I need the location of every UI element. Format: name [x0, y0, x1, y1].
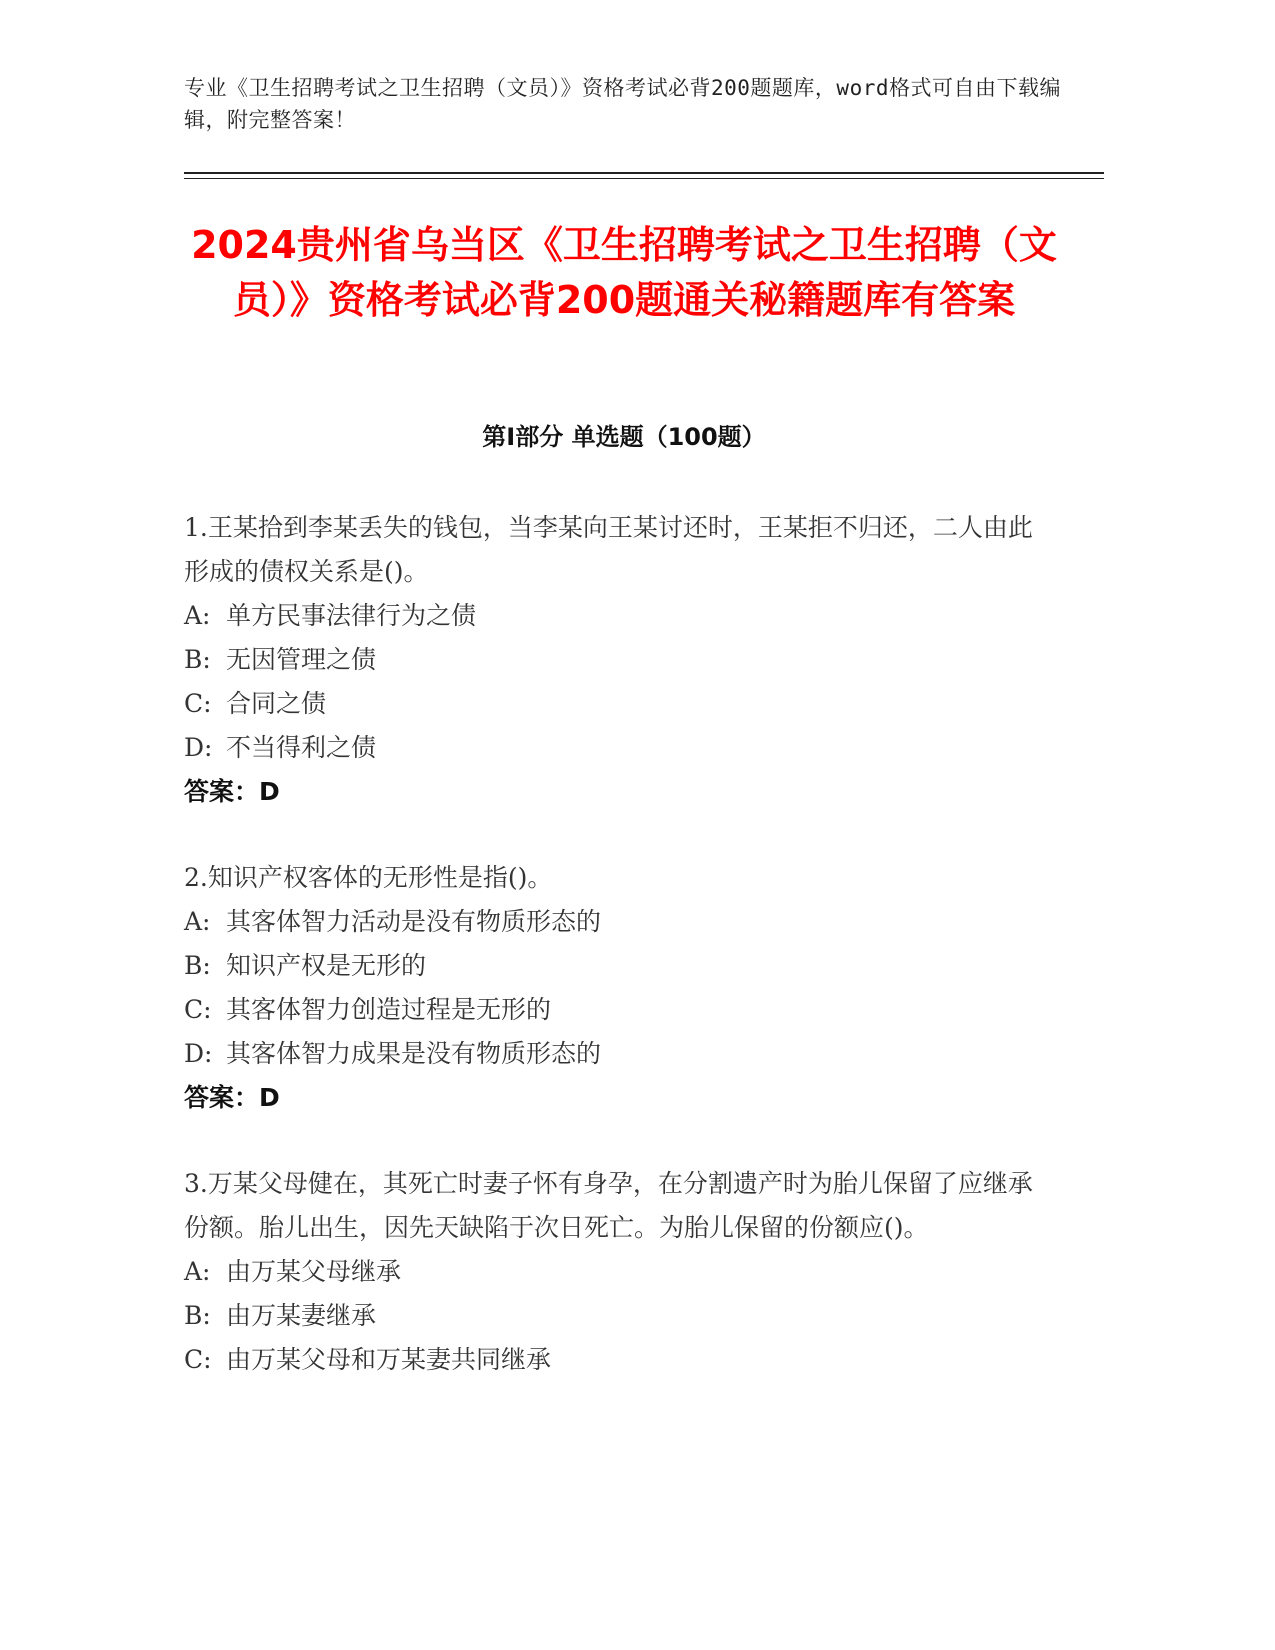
document-title: 2024贵州省乌当区《卫生招聘考试之卫生招聘（文员）》资格考试必背200题通关秘籍题库有答案 — [191, 223, 1057, 322]
option-letter: A: — [184, 601, 211, 630]
question-stem: 3.万某父母健在，其死亡时妻子怀有身孕，在分割遗产时为胎儿保留了应继承份额。胎儿出生，因先天缺陷于次日死亡。为胎儿保留的份额应()。 — [184, 1169, 1033, 1242]
option-letter: B: — [184, 645, 211, 674]
option-text: 无因管理之债 — [226, 645, 377, 674]
option-d — [184, 1032, 1044, 1076]
option-text: 由万某父母继承 — [226, 1257, 402, 1286]
option-text: 其客体智力创造过程是无形的 — [226, 995, 552, 1024]
question-stem: 2.知识产权客体的无形性是指()。 — [184, 863, 553, 892]
option-text: 合同之债 — [226, 689, 327, 718]
header-rule-thin — [184, 178, 1104, 179]
option-letter: C: — [184, 995, 212, 1024]
option-letter: A: — [184, 1257, 211, 1286]
option-text: 由万某父母和万某妻共同继承 — [226, 1345, 552, 1374]
header-note: 专业《卫生招聘考试之卫生招聘（文员）》资格考试必背200题题库，word格式可自由下载编辑，附完整答案！ — [184, 76, 1061, 132]
option-text: 其客体智力活动是没有物质形态的 — [226, 907, 602, 936]
option-text: 知识产权是无形的 — [226, 951, 427, 980]
option-c — [184, 682, 1044, 726]
question-stem: 1.王某拾到李某丢失的钱包，当李某向王某讨还时，王某拒不归还，二人由此形成的债权关系是()。 — [184, 513, 1033, 586]
question-list — [184, 506, 1044, 1424]
option-letter: B: — [184, 1301, 211, 1330]
option-letter: D: — [184, 1039, 213, 1068]
option-c — [184, 988, 1044, 1032]
option-text: 不当得利之债 — [226, 733, 377, 762]
section-heading: 第I部分 单选题（100题） — [482, 423, 766, 451]
answer-label: 答案：D — [184, 777, 280, 806]
option-text: 其客体智力成果是没有物质形态的 — [226, 1039, 602, 1068]
question-3 — [184, 1162, 1044, 1382]
option-a — [184, 594, 1044, 638]
option-letter: C: — [184, 1345, 212, 1374]
option-b — [184, 1294, 1044, 1338]
option-letter: D: — [184, 733, 213, 762]
question-2 — [184, 856, 1044, 1120]
option-letter: A: — [184, 907, 211, 936]
option-text: 由万某妻继承 — [226, 1301, 377, 1330]
option-a — [184, 1250, 1044, 1294]
option-c — [184, 1338, 1044, 1382]
option-a — [184, 900, 1044, 944]
answer-label: 答案：D — [184, 1083, 280, 1112]
option-letter: C: — [184, 689, 212, 718]
option-d — [184, 726, 1044, 770]
option-b — [184, 944, 1044, 988]
option-b — [184, 638, 1044, 682]
question-1 — [184, 506, 1044, 814]
option-text: 单方民事法律行为之债 — [226, 601, 477, 630]
header-rule-thick — [184, 172, 1104, 174]
option-letter: B: — [184, 951, 211, 980]
